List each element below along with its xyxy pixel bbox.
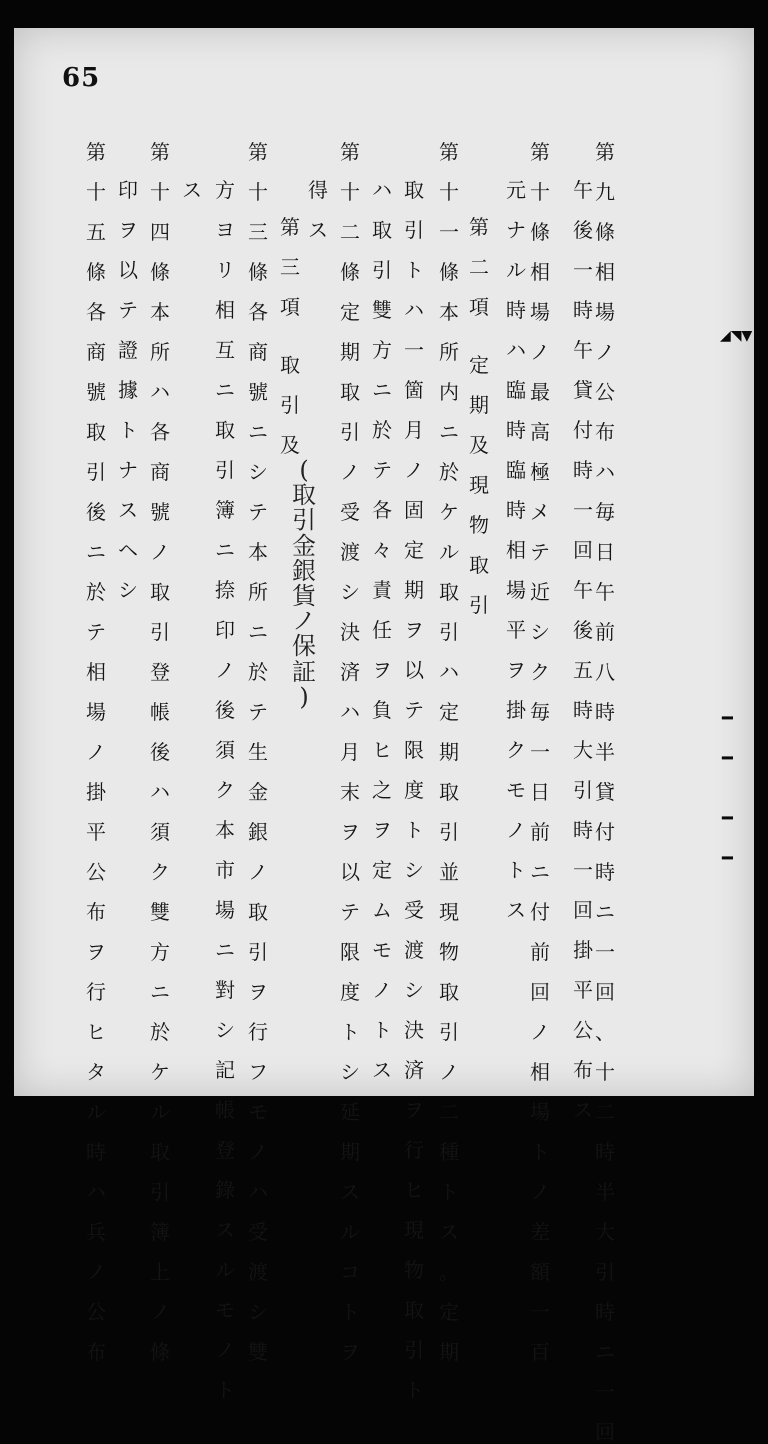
text-column: 取 引 ト ハ 一 箇 月 ノ 固 定 期 ヲ 以 テ 限 度 ト シ 受 渡 シ 決 済 ヲ 行 ヒ 現 物 取 引 ト <box>404 178 424 1402</box>
margin-mark: ━ <box>722 848 733 869</box>
scanned-page <box>14 28 754 1444</box>
text-column: 第 二 項 定 期 及 現 物 取 引 <box>469 215 489 617</box>
text-column: 午 後 一 時 午 貸 付 時 一 回 午 後 五 時 大 引 時 一 回 掛 平 公 布 ス <box>573 178 593 1122</box>
text-column: 第 十 四 條 本 所 ハ 各 商 號 ノ 取 引 登 帳 後 ハ 須 ク 雙 方 ニ 於 ケ ル 取 引 簿 上 ノ 條 <box>150 140 170 1364</box>
text-column: 第 十 條 相 場 ノ 最 高 極 メ テ 近 シ ク 毎 一 日 前 ニ 付 前 回 ノ 相 場 ト ノ 差 額 一 百 <box>530 140 550 1364</box>
margin-mark: ━ <box>722 808 733 829</box>
margin-mark: ◢◥▼ <box>720 328 753 344</box>
margin-mark: ━ <box>722 748 733 769</box>
text-column: 第 九 條 相 場 ノ 公 布 ハ 毎 日 午 前 八 時 半 貸 付 時 ニ 一 回 、 十 二 時 半 大 引 時 ニ 一 回 <box>595 140 615 1444</box>
page-number: 65 <box>62 63 101 93</box>
text-column: 第 三 項 取 引 及 <box>280 215 300 457</box>
text-column: ス <box>182 178 202 202</box>
margin-mark: ━ <box>722 708 733 729</box>
text-column: 第 十 三 條 各 商 號 ニ シ テ 本 所 ニ 於 テ 生 金 銀 ノ 取 引 ヲ 行 フ モ ノ ハ 受 渡 シ 雙 <box>248 140 268 1364</box>
text-column: 第 十 二 條 定 期 取 引 ノ 受 渡 シ 決 済 ハ 月 末 ヲ 以 テ 限 度 ト シ 延 期 ス ル コ ト ヲ <box>340 140 360 1364</box>
text-column: 方 ヨ リ 相 互 ニ 取 引 簿 ニ 捺 印 ノ 後 須 ク 本 市 場 ニ 對 シ 記 帳 登 錄 ス ル モ ノ ト <box>215 178 235 1402</box>
text-column: 得 ス <box>308 178 328 242</box>
text-column: 第 十 五 條 各 商 號 取 引 後 ニ 於 テ 相 場 ノ 掛 平 公 布 ヲ 行 ヒ タ ル 時 ハ 兵 ノ 公 布 <box>86 140 106 1364</box>
text-column: 印 ヲ 以 テ 證 據 ト ナ ス ヘ シ <box>118 178 138 602</box>
text-column: 元 ナ ル 時 ハ 臨 時 臨 時 相 場 平 ヲ 掛 ク モ ノ ト ス <box>506 178 526 922</box>
margin-marks <box>718 328 758 888</box>
text-column: ハ 取 引 雙 方 ニ 於 テ 各 々 責 任 ヲ 負 ヒ 之 ヲ 定 ム モ ノ ト ス <box>372 178 392 1082</box>
text-column: 第 十 一 條 本 所 内 ニ 於 ケ ル 取 引 ハ 定 期 取 引 並 現 物 取 引 ノ 二 種 ト ス 。 定 期 <box>439 140 459 1364</box>
handwritten-annotation: ( 取 引 金 銀 貨 ノ 保 証 ) <box>292 456 316 711</box>
